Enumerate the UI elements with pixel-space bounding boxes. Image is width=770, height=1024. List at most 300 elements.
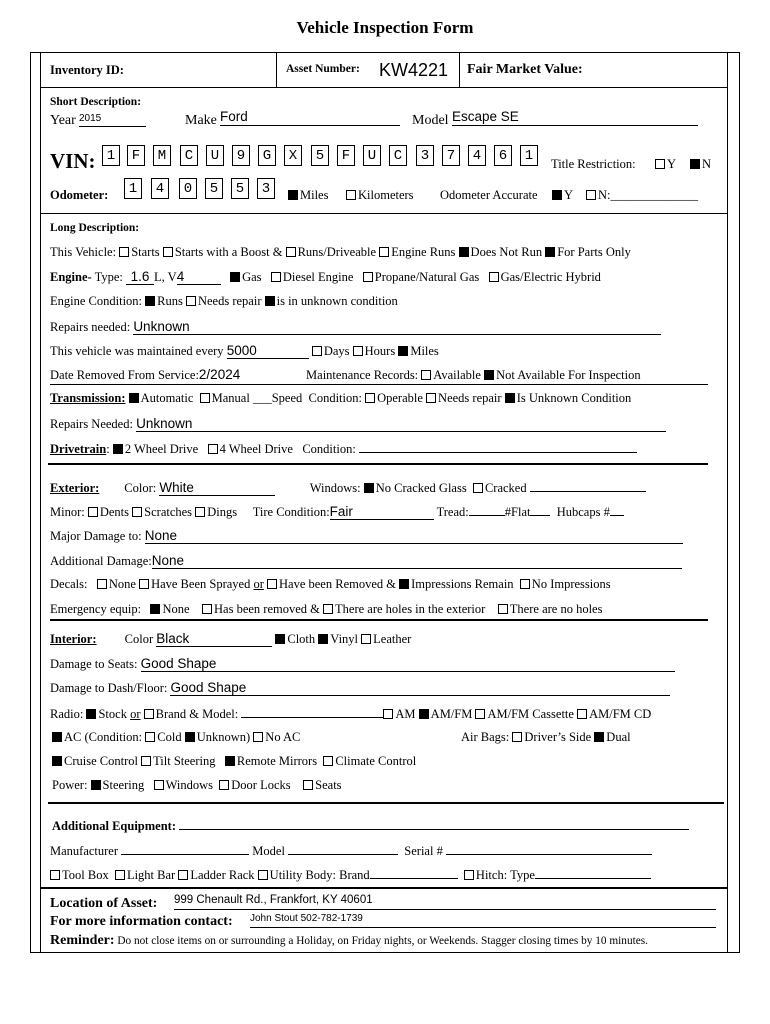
operable-option[interactable] (365, 391, 423, 405)
propane-label: Propane/Natural Gas (374, 270, 480, 284)
brand-model-field[interactable] (241, 705, 383, 718)
checkbox-icon (253, 732, 263, 742)
frame-bottom (30, 952, 740, 953)
location-field[interactable]: 999 Chenault Rd., Frankfort, KY 40601 (174, 894, 716, 910)
seats-damage-row (50, 656, 675, 672)
engine-row (50, 269, 601, 285)
diesel-label: Diesel Engine (282, 270, 354, 284)
vin-char[interactable]: M (153, 145, 171, 166)
vin-char[interactable]: F (337, 145, 355, 166)
additional-damage-field[interactable]: None (152, 553, 682, 569)
drivers-side-label: Driver’s Side (524, 730, 592, 744)
odometer-digit[interactable]: 0 (179, 178, 197, 199)
four-wheel-label: 4 Wheel Drive (219, 442, 293, 456)
engine-type-label: Type: (94, 270, 123, 284)
checkbox-icon (421, 370, 431, 380)
reminder-text: Do not close items on or surrounding a Holiday, on Friday nights, or Weekends. Stagger closing times by 10 minutes. (117, 935, 648, 947)
runs-option[interactable] (145, 294, 183, 308)
power-seats-option[interactable] (303, 778, 341, 792)
checkbox-icon (475, 709, 485, 719)
radio-label: Radio: (50, 707, 84, 721)
toolbox-option[interactable] (50, 868, 109, 882)
make-field[interactable]: Ford (220, 109, 400, 126)
manufacturer-field[interactable] (121, 842, 249, 855)
dual-option[interactable] (594, 730, 630, 744)
amfm-cd-label: AM/FM CD (589, 707, 652, 721)
vinyl-option[interactable] (318, 632, 358, 646)
odometer-accurate-label: Odometer Accurate (440, 188, 538, 202)
power-windows-label: Windows (165, 778, 214, 792)
odometer-miles[interactable] (288, 188, 328, 203)
odometer-label (50, 188, 108, 203)
make-label: Make (185, 113, 217, 128)
utility-brand-field[interactable] (370, 866, 458, 879)
tilt-option[interactable] (141, 754, 215, 768)
impressions-remain-label: Impressions Remain (411, 577, 514, 591)
amfm-cassette-label: AM/FM Cassette (487, 707, 574, 721)
decals-none-label: None (108, 577, 136, 591)
vin-char[interactable]: U (206, 145, 224, 166)
scratches-option[interactable] (132, 505, 192, 519)
year-label: Year (50, 113, 76, 128)
dents-label: Dents (99, 505, 130, 519)
miles-option[interactable] (398, 344, 438, 358)
checkbox-icon (208, 444, 218, 454)
two-wheel-label: 2 Wheel Drive (124, 442, 199, 456)
cloth-option[interactable] (275, 632, 315, 646)
stock-option[interactable] (86, 707, 126, 721)
transmission-repairs-row (50, 416, 666, 432)
needs-repair-option[interactable] (186, 294, 262, 308)
date-removed-row (50, 367, 708, 385)
additional-damage-label: Additional Damage: (50, 554, 152, 568)
maintained-label: This vehicle was maintained every (50, 344, 224, 358)
checkbox-icon (119, 247, 129, 257)
gas-option[interactable] (230, 270, 261, 284)
available-option[interactable] (421, 368, 481, 382)
starts-boost-option[interactable] (163, 245, 283, 259)
cracked-field[interactable] (530, 479, 646, 492)
runs-driveable-option[interactable] (286, 245, 376, 259)
drivetrain-label: Drivetrain (50, 442, 107, 456)
trans-unknown-option[interactable] (505, 391, 632, 405)
ac-unknown-label: Unknown) (196, 730, 251, 744)
odometer-digit[interactable]: 5 (205, 178, 223, 199)
drivetrain-condition-field[interactable] (359, 440, 637, 453)
vin-char[interactable]: G (258, 145, 276, 166)
interior-row (50, 631, 411, 647)
asset-number-value[interactable]: KW4221 (379, 60, 449, 80)
am-option[interactable] (383, 707, 415, 721)
dings-option[interactable] (195, 505, 237, 519)
equip-model-label: Model (252, 844, 285, 858)
checkbox-icon (115, 870, 125, 880)
power-steering-option[interactable] (91, 778, 145, 792)
reminder-label: Reminder: (50, 933, 115, 948)
title-restriction-y-label: Y (667, 157, 677, 171)
checkbox-icon (97, 579, 107, 589)
vin-char[interactable]: 1 (520, 145, 538, 166)
odometer-digit[interactable]: 3 (257, 178, 275, 199)
contact-label: For more information contact: (50, 914, 233, 929)
engine-repairs-row (50, 319, 661, 335)
date-removed-field[interactable]: 2/2024 (198, 367, 241, 382)
automatic-option[interactable] (129, 391, 194, 405)
no-cracked-option[interactable] (364, 481, 467, 495)
interior-color-field[interactable]: Black (156, 631, 272, 647)
does-not-run-option[interactable] (459, 245, 543, 259)
stock-label: Stock (98, 707, 127, 721)
transmission-condition-label: Condition: (308, 391, 362, 405)
dash-damage-row (50, 680, 670, 696)
for-parts-label: For Parts Only (557, 245, 631, 259)
drivetrain-condition-label: Condition: (302, 442, 356, 456)
transmission-row (50, 391, 631, 406)
frame-left-inner (40, 52, 41, 953)
checkbox-icon (50, 870, 60, 880)
airbags-label: Air Bags: (461, 730, 510, 744)
engine-liters-field[interactable]: 1.6 (126, 269, 154, 285)
propane-option[interactable] (363, 270, 479, 284)
sprayed-option[interactable] (139, 577, 250, 591)
checkbox-icon (577, 709, 587, 719)
checked-box-icon (505, 393, 515, 403)
flat-field[interactable] (530, 503, 550, 516)
tilt-label: Tilt Steering (153, 754, 216, 768)
odometer-accurate-y[interactable] (552, 188, 573, 203)
tire-condition-label: Tire Condition: (252, 505, 330, 519)
accurate-y-label: Y (564, 188, 574, 202)
holes-option[interactable] (323, 602, 485, 616)
ladder-option[interactable] (178, 868, 254, 882)
flat-label: #Flat (504, 505, 531, 519)
dings-label: Dings (207, 505, 238, 519)
additional-equipment-row (52, 817, 689, 834)
not-available-option[interactable] (484, 368, 641, 382)
radio-or-label: or (130, 707, 141, 721)
repairs-needed-field[interactable]: Unknown (133, 319, 661, 335)
lightbar-label: Light Bar (126, 868, 176, 882)
checkbox-icon (186, 296, 196, 306)
exterior-color-field[interactable]: White (159, 480, 275, 496)
hybrid-option[interactable] (489, 270, 601, 284)
frame-left-outer (30, 52, 31, 953)
location-label: Location of Asset: (50, 896, 158, 911)
equip-model-field[interactable] (288, 842, 398, 855)
long-box-top (40, 213, 728, 214)
serial-label: Serial # (404, 844, 443, 858)
radio-row (50, 705, 651, 722)
hubcaps-field[interactable] (610, 503, 624, 516)
drivetrain-row: Drivetrain: 2 Wheel Drive 4 Wheel Drive Condition: (50, 440, 637, 457)
frame-right-outer (739, 52, 740, 953)
fair-market-value-label: Fair Market Value: (467, 62, 583, 77)
additional-damage-row (50, 553, 682, 569)
checked-box-icon (52, 732, 62, 742)
odometer-accurate-n[interactable] (586, 188, 698, 203)
cracked-option[interactable] (473, 481, 527, 495)
exterior-label: Exterior: (50, 481, 100, 495)
seats-damage-field[interactable]: Good Shape (141, 656, 675, 672)
odometer-label-text: Odometer (50, 188, 105, 202)
checkbox-icon (353, 346, 363, 356)
manufacturer-label: Manufacturer (50, 844, 119, 858)
title-restriction-y[interactable] (655, 157, 676, 172)
climate-label: Climate Control (335, 754, 417, 768)
frame-right-inner (727, 52, 728, 953)
emergency-none-option[interactable] (150, 602, 189, 616)
checked-box-icon (150, 604, 160, 614)
title-restriction-label: Title Restriction: (551, 157, 636, 171)
power-seats-label: Seats (315, 778, 342, 792)
vin-char[interactable]: F (127, 145, 145, 166)
vehicle-status-row (50, 245, 631, 260)
sprayed-label: Have Been Sprayed (151, 577, 251, 591)
lightbar-option[interactable] (115, 868, 175, 882)
amfm-option[interactable] (419, 707, 473, 721)
checkbox-icon (498, 604, 508, 614)
checked-box-icon (364, 483, 374, 493)
checkbox-icon (141, 756, 151, 766)
ac-unknown-option[interactable] (185, 730, 250, 744)
cruise-option[interactable] (52, 754, 138, 768)
emergency-none-label: None (162, 602, 190, 616)
windows-label: Windows: (309, 481, 361, 495)
remote-mirrors-label: Remote Mirrors (236, 754, 318, 768)
miles-label: Miles (300, 188, 329, 202)
hubcaps-label: Hubcaps # (556, 505, 610, 519)
cold-option[interactable] (145, 730, 181, 744)
ac-option[interactable] (52, 730, 142, 744)
cracked-label: Cracked (484, 481, 527, 495)
major-damage-label: Major Damage to: (50, 529, 142, 543)
leather-label: Leather (373, 632, 412, 646)
cloth-label: Cloth (287, 632, 316, 646)
checkbox-icon (178, 870, 188, 880)
vin-char[interactable]: 4 (468, 145, 486, 166)
dents-option[interactable] (88, 505, 129, 519)
remote-mirrors-option[interactable] (225, 754, 317, 768)
brand-model-option[interactable] (144, 707, 239, 721)
engine-condition-row (50, 294, 398, 309)
checked-box-icon (91, 780, 101, 790)
maintenance-records-label: Maintenance Records: (306, 368, 419, 382)
or-label: or (253, 577, 264, 591)
checkbox-icon (323, 604, 333, 614)
checkbox-icon (383, 709, 393, 719)
runs-driveable-label: Runs/Driveable (297, 245, 377, 259)
checkbox-icon (426, 393, 436, 403)
additional-equipment-field[interactable] (179, 817, 689, 830)
reminder-row (50, 933, 648, 949)
year-field[interactable]: 2015 (79, 113, 146, 127)
no-cracked-label: No Cracked Glass (375, 481, 467, 495)
trans-repairs-field[interactable]: Unknown (136, 416, 666, 432)
decals-label: Decals: (50, 577, 88, 591)
no-impressions-option[interactable] (520, 577, 611, 591)
vin-char[interactable]: U (363, 145, 381, 166)
title-restriction-n[interactable] (690, 157, 711, 172)
amfm-cassette-option[interactable] (475, 707, 573, 721)
checkbox-icon (586, 190, 596, 200)
amfm-cd-option[interactable] (577, 707, 651, 721)
drivers-side-option[interactable] (512, 730, 591, 744)
tread-field[interactable] (469, 503, 505, 516)
toolbox-label: Tool Box (62, 868, 109, 882)
checkbox-icon (145, 732, 155, 742)
for-parts-option[interactable] (545, 245, 631, 259)
hours-option[interactable] (353, 344, 396, 358)
checked-box-icon (230, 272, 240, 282)
checkbox-icon (655, 159, 665, 169)
odometer-digit[interactable]: 4 (151, 178, 169, 199)
removed-option[interactable] (267, 577, 396, 591)
frame-top (30, 52, 740, 53)
vin-label: VIN: (50, 149, 96, 173)
no-holes-label: There are no holes (509, 602, 603, 616)
removed-label: Have been Removed & (279, 577, 396, 591)
checkbox-icon (258, 870, 268, 880)
hours-label: Hours (364, 344, 396, 358)
trans-needs-repair-option[interactable] (426, 391, 502, 405)
unknown-condition-label: is in unknown condition (276, 294, 398, 308)
checkbox-icon (286, 247, 296, 257)
maintenance-row (50, 343, 439, 359)
checkbox-icon (219, 780, 229, 790)
climate-option[interactable] (323, 754, 416, 768)
checkbox-icon (267, 579, 277, 589)
door-locks-option[interactable] (219, 778, 290, 792)
serial-field[interactable] (446, 842, 652, 855)
checked-box-icon (594, 732, 604, 742)
engine-runs-option[interactable] (379, 245, 455, 259)
checkbox-icon (489, 272, 499, 282)
power-windows-option[interactable] (154, 778, 213, 792)
maintained-interval-field[interactable]: 5000 (227, 343, 309, 359)
checked-box-icon (113, 444, 123, 454)
odometer-colon: : (104, 188, 109, 202)
four-wheel-option[interactable] (208, 442, 293, 456)
odometer-digit[interactable]: 1 (124, 178, 142, 199)
no-ac-option[interactable] (253, 730, 300, 744)
has-been-removed-label: Has been removed & (214, 602, 320, 616)
checked-box-icon (265, 296, 275, 306)
speed-label: ___Speed (252, 391, 303, 405)
utility-option[interactable] (258, 868, 370, 882)
starts-option[interactable] (119, 245, 159, 259)
manual-option[interactable] (200, 391, 250, 405)
vin-char[interactable]: 5 (311, 145, 329, 166)
checkbox-icon (312, 346, 322, 356)
has-been-removed-option[interactable] (202, 602, 320, 616)
major-damage-field[interactable]: None (145, 528, 683, 544)
ac-row (52, 730, 300, 745)
checkbox-icon (379, 247, 389, 257)
checked-box-icon (185, 732, 195, 742)
model-field[interactable]: Escape SE (452, 109, 698, 126)
power-steering-label: Steering (102, 778, 145, 792)
dash-damage-label: Damage to Dash/Floor: (50, 681, 168, 695)
checkbox-icon (202, 604, 212, 614)
vin-char[interactable]: C (389, 145, 407, 166)
unknown-condition-option[interactable] (265, 294, 398, 308)
checked-box-icon (398, 346, 408, 356)
manufacturer-row (50, 842, 652, 859)
dash-damage-field[interactable]: Good Shape (170, 680, 670, 696)
equipment-options-row (50, 866, 651, 883)
odometer-km[interactable] (346, 188, 414, 203)
door-locks-label: Door Locks (231, 778, 291, 792)
checkbox-icon (132, 507, 142, 517)
model-label: Model (412, 113, 449, 128)
days-label: Days (323, 344, 350, 358)
checked-box-icon (552, 190, 562, 200)
hitch-type-field[interactable] (535, 866, 651, 879)
checkbox-icon (163, 247, 173, 257)
dual-label: Dual (606, 730, 631, 744)
hitch-label: Hitch: Type (475, 868, 535, 882)
manual-label: Manual (211, 391, 250, 405)
available-label: Available (433, 368, 481, 382)
features-row (52, 754, 416, 769)
section-divider (40, 887, 728, 889)
days-option[interactable] (312, 344, 350, 358)
leather-option[interactable] (361, 632, 411, 646)
impressions-remain-option[interactable] (399, 577, 513, 591)
trans-needs-repair-label: Needs repair (438, 391, 502, 405)
this-vehicle-label: This Vehicle: (50, 245, 117, 259)
no-holes-option[interactable] (498, 602, 603, 616)
repairs-needed-label: Repairs needed: (50, 320, 131, 334)
major-damage-row (50, 528, 683, 544)
vin-char[interactable]: C (180, 145, 198, 166)
two-wheel-option[interactable] (113, 442, 198, 456)
vin-char[interactable]: 3 (416, 145, 434, 166)
minor-label: Minor: (50, 505, 85, 519)
scratches-label: Scratches (144, 505, 193, 519)
vin-char[interactable]: 7 (442, 145, 460, 166)
tread-label: Tread: (436, 505, 469, 519)
am-label: AM (395, 707, 416, 721)
contact-field[interactable]: John Stout 502-782-1739 (250, 913, 716, 928)
no-impressions-label: No Impressions (531, 577, 611, 591)
needs-repair-label: Needs repair (197, 294, 262, 308)
diesel-option[interactable] (271, 270, 353, 284)
brand-model-label: Brand & Model: (155, 707, 239, 721)
hitch-option[interactable] (464, 868, 535, 882)
odometer-digit[interactable]: 5 (231, 178, 249, 199)
decals-none-option[interactable] (97, 577, 136, 591)
checked-box-icon (459, 247, 469, 257)
checked-box-icon (129, 393, 139, 403)
liters-v-label: L, V (154, 270, 177, 284)
no-ac-label: No AC (265, 730, 301, 744)
vin-char[interactable]: 9 (232, 145, 250, 166)
date-removed-label: Date Removed From Service: (50, 368, 199, 382)
operable-label: Operable (377, 391, 423, 405)
exterior-row (50, 479, 646, 496)
engine-runs-label: Engine Runs (391, 245, 456, 259)
tire-condition-field[interactable]: Fair (330, 504, 434, 520)
exterior-color-label: Color: (124, 481, 157, 495)
checked-box-icon (288, 190, 298, 200)
engine-label: Engine- (50, 270, 92, 284)
checked-box-icon (690, 159, 700, 169)
vin-char[interactable]: 6 (494, 145, 512, 166)
vin-char[interactable]: X (284, 145, 302, 166)
vin-char[interactable]: 1 (102, 145, 120, 166)
engine-cylinders-field[interactable]: 4 (177, 269, 221, 285)
